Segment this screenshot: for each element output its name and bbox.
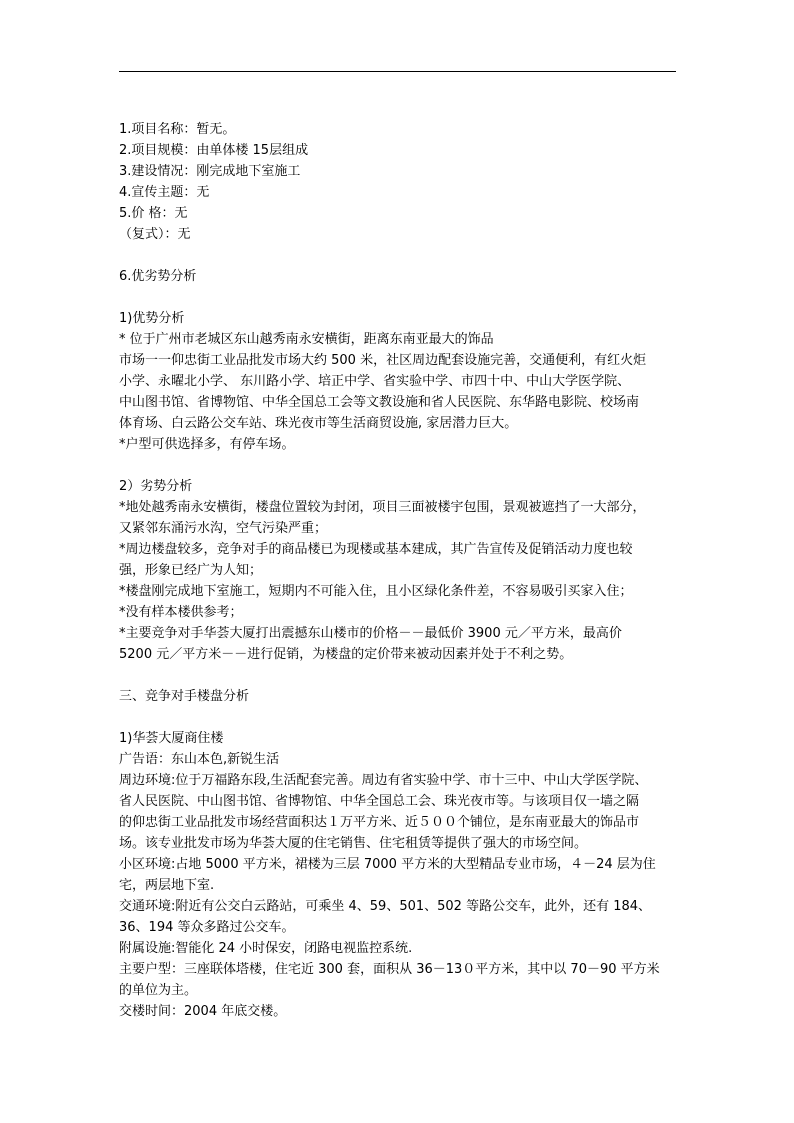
- section-heading-swot: 6.优劣势分析: [119, 269, 197, 284]
- advantages-line: 小学、永曜北小学、 东川路小学、培正中学、省实验中学、市四十中、中山大学医学院、: [119, 374, 631, 389]
- competitor-line: 广告语：东山本色,新锐生活: [119, 752, 280, 767]
- disadvantages-line: 强，形象已经广为人知；: [119, 563, 263, 578]
- project-price: 5.价 格：无: [119, 206, 188, 221]
- competitor-line: 36、194 等众多路过公交车。: [119, 920, 295, 935]
- project-name: 1.项目名称：暂无。: [119, 122, 236, 137]
- competitor-line: 场。该专业批发市场为华荟大厦的住宅销售、住宅租赁等提供了强大的市场空间。: [119, 836, 588, 851]
- document-body: [119, 119, 679, 1022]
- header-rule: [119, 71, 676, 72]
- disadvantages-line: *楼盘刚完成地下室施工，短期内不可能入住，且小区绿化条件差，不容易吸引买家入住；: [119, 584, 633, 599]
- disadvantages-line: 又紧邻东涌污水沟，空气污染严重；: [119, 521, 328, 536]
- disadvantages-line: 5200 元／平方米－－进行促销，为楼盘的定价带来被动因素并处于不利之势。: [119, 647, 573, 662]
- disadvantages-line: *地处越秀南永安横街，楼盘位置较为封闭，项目三面被楼宇包围，景观被遮挡了一大部分，: [119, 500, 646, 515]
- competitor-line: 的仰忠街工业品批发市场经营面积达１万平方米、近５００个铺位，是东南亚最大的饰品市: [119, 815, 640, 830]
- competitor-line: 省人民医院、中山图书馆、省博物馆、中华全国总工会、珠光夜市等。与该项目仅一墙之隔: [119, 794, 640, 809]
- section-heading-competitors: 三、竞争对手楼盘分析: [119, 689, 250, 704]
- competitor-line: 附属设施:智能化 24 小时保安，闭路电视监控系统.: [119, 941, 413, 956]
- disadvantages-line: *没有样本楼供参考；: [119, 605, 243, 620]
- advantages-line: 市场一一仰忠街工业品批发市场大约 500 米，社区周边配套设施完善，交通便利，有红火炬: [119, 353, 647, 368]
- competitor-line: 周边环境:位于万福路东段,生活配套完善。周边有省实验中学、市十三中、中山大学医学院、: [119, 773, 648, 788]
- disadvantages-line: *周边楼盘较多，竞争对手的商品楼已为现楼或基本建成，其广告宣传及促销活动力度也较: [119, 542, 633, 557]
- project-duplex: （复式）：无: [119, 227, 191, 242]
- disadvantages-heading: 2）劣势分析: [119, 479, 193, 494]
- competitor-line: 的单位为主。: [119, 983, 198, 998]
- competitor-line: 宅，两层地下室.: [119, 878, 215, 893]
- advantages-line: *户型可供选择多，有停车场。: [119, 437, 295, 452]
- competitor-line: 交通环境:附近有公交白云路站，可乘坐 4、59、501、502 等路公交车，此外，还有 184、: [119, 899, 652, 914]
- competitor-line: 交楼时间：2004 年底交楼。: [119, 1004, 287, 1019]
- advantages-line: 中山图书馆、省博物馆、中华全国总工会等文教设施和省人民医院、东华路电影院、校场南: [119, 395, 640, 410]
- project-construction: 3.建设情况：刚完成地下室施工: [119, 164, 301, 179]
- advantages-heading: 1)优势分析: [119, 311, 185, 326]
- spacer: [119, 665, 679, 686]
- advantages-line: * 位于广州市老城区东山越秀南永安横街，距离东南亚最大的饰品: [119, 332, 494, 347]
- project-scale: 2.项目规模：由单体楼 15层组成: [119, 143, 309, 158]
- competitor-line: 小区环境:占地 5000 平方米，裙楼为三层 7000 平方米的大型精品专业市场，４－24 层为住: [119, 857, 656, 872]
- disadvantages-line: *主要竞争对手华荟大厦打出震撼东山楼市的价格－－最低价 3900 元／平方米，最高价: [119, 626, 622, 641]
- spacer: [119, 707, 679, 728]
- spacer: [119, 455, 679, 476]
- spacer: [119, 287, 679, 308]
- competitor-line: 主要户型：三座联体塔楼，住宅近 300 套，面积从 36－13０平方米，其中以 70－90 平方米: [119, 962, 660, 977]
- competitor-heading: 1)华荟大厦商住楼: [119, 731, 224, 746]
- project-theme: 4.宣传主题：无: [119, 185, 210, 200]
- advantages-line: 体育场、白云路公交车站、珠光夜市等生活商贸设施, 家居潜力巨大。: [119, 416, 518, 431]
- spacer: [119, 245, 679, 266]
